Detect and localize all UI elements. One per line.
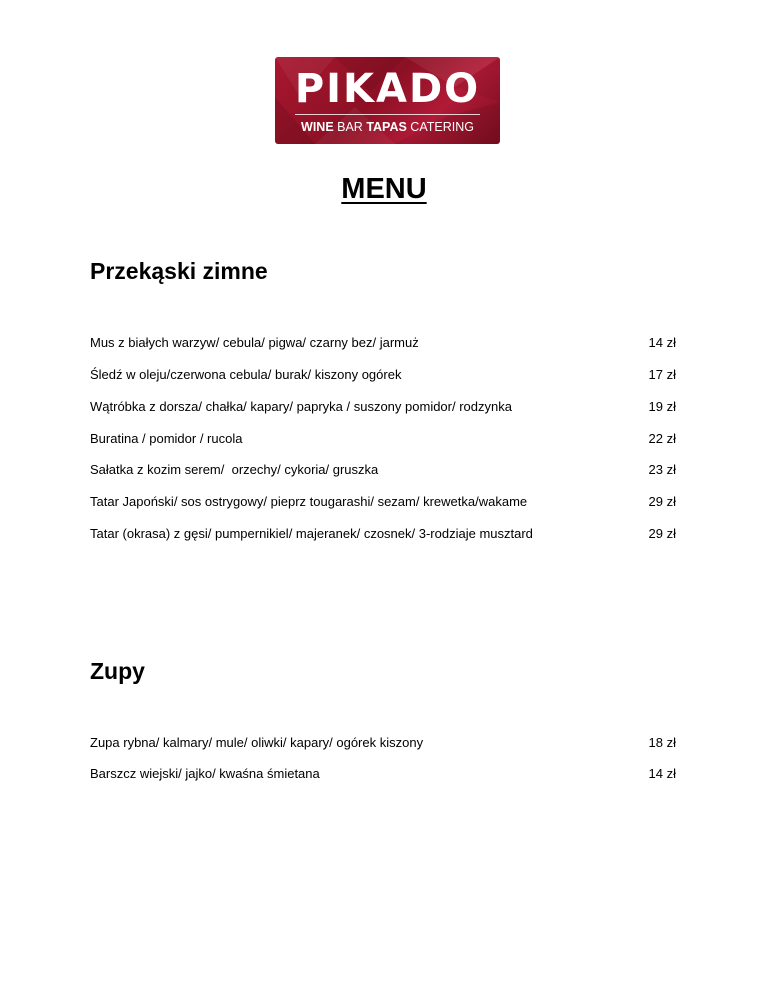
logo-tagline-wine: WINE — [301, 120, 338, 134]
menu-item — [90, 398, 676, 416]
logo-wordmark: PIKADO — [294, 66, 481, 112]
logo-tagline-catering: CATERING — [410, 120, 474, 134]
logo-divider — [295, 114, 480, 115]
menu-item-price: 19 zł — [648, 399, 676, 414]
menu-item-price: 17 zł — [648, 367, 676, 382]
menu-item — [90, 734, 676, 752]
menu-item-name: Barszcz wiejski/ jajko/ kwaśna śmietana — [90, 766, 320, 781]
menu-item — [90, 430, 676, 448]
menu-item — [90, 493, 676, 511]
menu-item-price: 14 zł — [648, 766, 676, 781]
pikado-logo — [275, 57, 500, 144]
menu-item — [90, 461, 676, 479]
menu-item — [90, 334, 676, 352]
menu-item-name: Mus z białych warzyw/ cebula/ pigwa/ czarny bez/ jarmuż — [90, 335, 419, 350]
menu-title: MENU — [341, 173, 427, 205]
section-title-soups: Zupy — [90, 658, 145, 684]
menu-item-name: Tatar (okrasa) z gęsi/ pumpernikiel/ majeranek/ czosnek/ 3-rodziaje musztard — [90, 526, 533, 541]
menu-item — [90, 366, 676, 384]
menu-item-price: 29 zł — [648, 494, 676, 509]
menu-item-price: 29 zł — [648, 526, 676, 541]
menu-item-name: Sałatka z kozim serem/ orzechy/ cykoria/ gruszka — [90, 462, 379, 477]
menu-item-name: Wątróbka z dorsza/ chałka/ kapary/ papryka / suszony pomidor/ rodzynka — [90, 399, 512, 414]
menu-item-name: Tatar Japoński/ sos ostrygowy/ pieprz tougarashi/ sezam/ krewetka/wakame — [90, 494, 528, 509]
logo-tagline-bar: BAR — [337, 120, 367, 134]
menu-item-price: 14 zł — [648, 335, 676, 350]
menu-item-name: Buratina / pomidor / rucola — [90, 431, 243, 446]
menu-item — [90, 765, 676, 783]
menu-item-price: 22 zł — [648, 431, 676, 446]
logo-tagline — [275, 119, 500, 135]
menu-item-name: Zupa rybna/ kalmary/ mule/ oliwki/ kapary/ ogórek kiszony — [90, 735, 424, 750]
section-title-cold-starters: Przekąski zimne — [90, 258, 268, 284]
menu-item-price: 18 zł — [648, 735, 676, 750]
logo-tagline-tapas: TAPAS — [366, 120, 411, 134]
menu-item — [90, 525, 676, 543]
menu-item-name: Śledź w oleju/czerwona cebula/ burak/ kiszony ogórek — [90, 367, 402, 382]
menu-item-price: 23 zł — [648, 462, 676, 477]
